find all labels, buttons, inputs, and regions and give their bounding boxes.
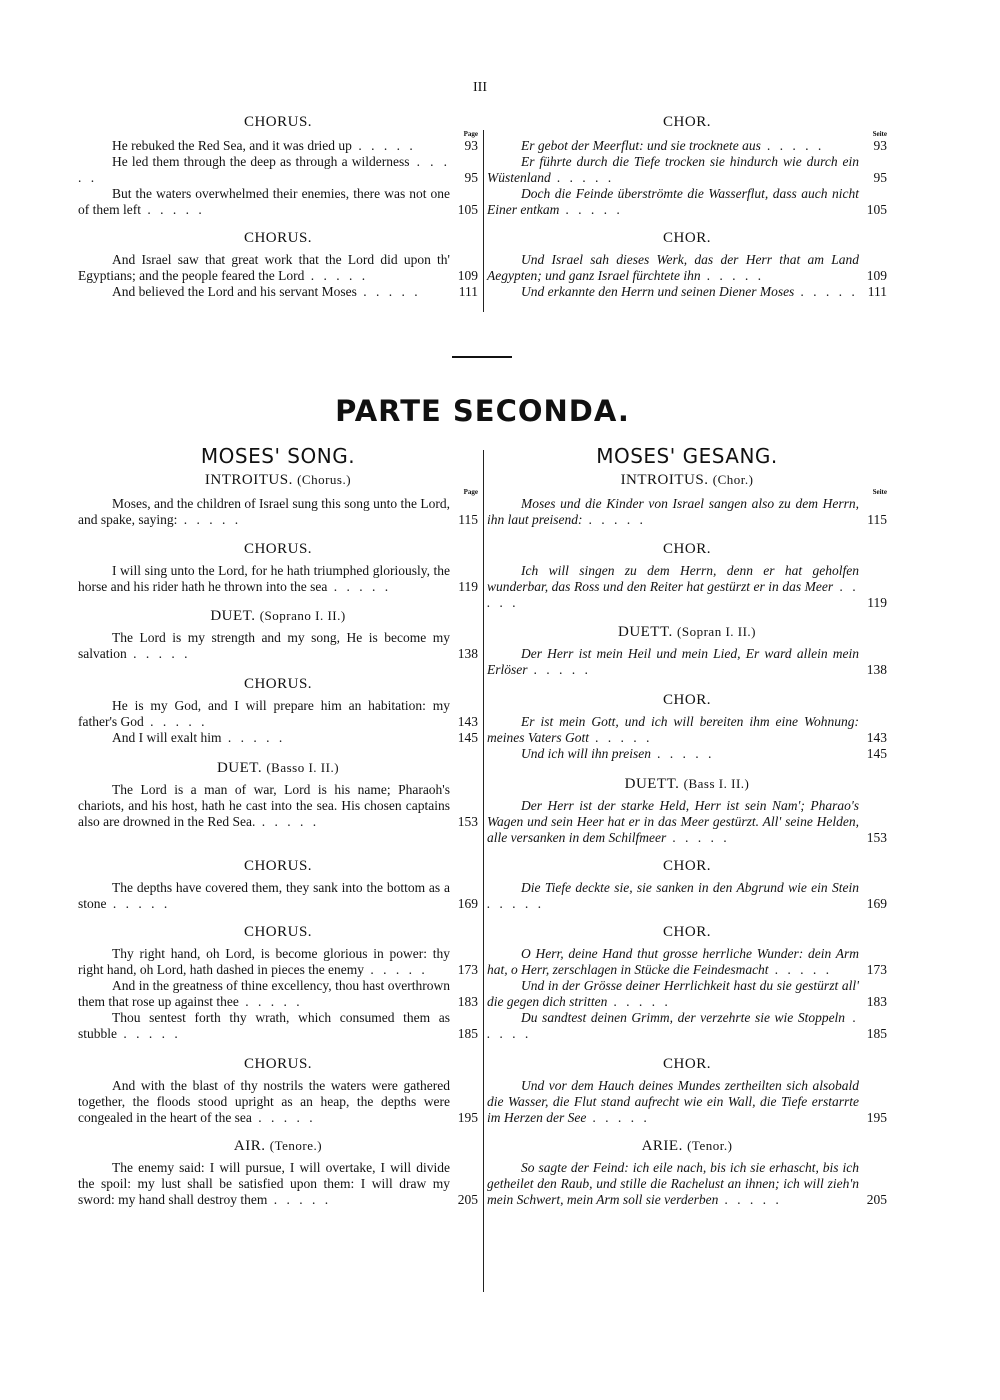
toc-entry (78, 1010, 478, 1042)
dot-leader: . . . . . (487, 579, 860, 610)
section-heading (78, 924, 478, 940)
entry-text (487, 978, 859, 1010)
toc-entry (78, 880, 478, 912)
section-heading-label: CHORUS. (243, 541, 313, 557)
toc-entry (78, 1078, 478, 1126)
entry-text (78, 978, 450, 1010)
toc-entry (78, 730, 478, 746)
entry-text (78, 1160, 450, 1208)
toc-entry (487, 1160, 887, 1208)
entry-text-content: The Lord is my strength and my song, He is become my salvation (78, 630, 450, 661)
section-heading (78, 608, 478, 624)
page-column-label: Page (463, 488, 478, 496)
entry-page-number: 185 (457, 1026, 478, 1041)
toc-section (78, 472, 478, 528)
dot-leader: . . . . . (304, 268, 369, 283)
page-number: III (473, 80, 487, 95)
dot-leader: . . . . . (177, 512, 242, 527)
dot-leader: . . . . . (143, 714, 208, 729)
section-heading (78, 760, 478, 776)
section-heading-label: CHORUS. (243, 924, 313, 940)
dot-leader: . . . . . (487, 896, 545, 911)
page-column-label: Seite (872, 488, 887, 496)
toc-entry (487, 798, 887, 846)
section-heading-label: CHORUS. (243, 114, 313, 130)
entry-text-content: Du sandtest deinen Grimm, der verzehrte sie wie Stoppeln (521, 1010, 846, 1025)
section-heading (487, 924, 887, 940)
entry-text-content: Der Herr ist der starke Held, Herr ist sein Nam'; Pharao's Wagen und sein Heer hat er in das Meer gestürzt. All' seine Helden, alle versanken in dem Schilfmeer (487, 798, 859, 845)
entry-page-number: 109 (457, 268, 478, 283)
entry-text-content: And believed the Lord and his servant Moses (112, 284, 357, 299)
toc-section (78, 924, 478, 1042)
toc-section (78, 760, 478, 830)
toc-section (78, 676, 478, 746)
section-heading (78, 858, 478, 874)
entry-page-number: 195 (457, 1110, 478, 1125)
dot-leader: . . . . . (718, 1192, 783, 1207)
entry-page-number: 183 (457, 994, 478, 1009)
toc-entry (78, 698, 478, 730)
toc-section (78, 541, 478, 595)
section-heading-label: INTROITUS. (204, 472, 293, 488)
entry-text-content: Und erkannte den Herrn und seinen Diener Moses (521, 284, 795, 299)
entry-text (78, 252, 450, 284)
entry-page-number: 105 (866, 202, 887, 217)
toc-entry (487, 714, 887, 746)
main-english-column (78, 444, 478, 1208)
section-heading (487, 1138, 887, 1154)
toc-entry (487, 946, 887, 978)
entry-page-number: 119 (458, 579, 478, 594)
toc-entry (487, 284, 887, 300)
page-column-label: Seite (872, 130, 887, 138)
section-heading-label: INTROITUS. (620, 472, 709, 488)
main-german-column (487, 444, 887, 1208)
entry-text (487, 496, 859, 528)
entry-text-content: I will sing unto the Lord, for he hath triumphed gloriously, the horse and his rider hath he thrown into the sea (78, 563, 450, 594)
toc-section (78, 1056, 478, 1126)
dot-leader: . . . . . (666, 830, 730, 845)
top-german-column (487, 114, 887, 300)
entry-text-content: Thy right hand, oh Lord, is become glorious in power: thy right hand, oh Lord, hath dashed in pieces the enemy (78, 946, 450, 977)
toc-entry (78, 284, 478, 300)
section-heading-label: CHORUS. (243, 676, 313, 692)
entry-page-number: 173 (457, 962, 478, 977)
section-heading (78, 472, 478, 488)
section-heading (78, 1056, 478, 1072)
section-heading-voices: (Tenore.) (269, 1138, 323, 1153)
toc-section (487, 858, 887, 912)
section-heading (78, 1138, 478, 1154)
section-heading (78, 114, 478, 130)
section-heading-label: CHOR. (663, 1056, 711, 1072)
toc-entry (78, 563, 478, 595)
dot-leader: . . . . . (255, 814, 320, 829)
dot-leader: . . . . . (78, 154, 451, 185)
entry-text-content: Er ist mein Gott, und ich will bereiten ihm eine Wohnung: meines Vaters Gott (487, 714, 859, 745)
entry-page-number: 93 (464, 138, 478, 153)
entry-text-content: But the waters overwhelmed their enemies, there was not one of them left (78, 186, 450, 217)
entry-text (487, 798, 859, 846)
dot-leader: . . . . . (238, 994, 303, 1009)
section-heading (78, 676, 478, 692)
entry-text-content: And Israel saw that great work that the Lord did upon th' Egyptians; and the people feared the Lord (78, 252, 450, 283)
entry-text-content: And with the blast of thy nostrils the waters were gathered together, the floods stood upright as an heap, the depths were congealed in the heart of the sea (78, 1078, 450, 1125)
section-heading (487, 624, 887, 640)
entry-text (487, 1078, 859, 1126)
page-column-label: Page (463, 130, 478, 138)
toc-section (487, 114, 887, 218)
dot-leader: . . . . . (550, 170, 615, 185)
toc-section (487, 1138, 887, 1208)
section-heading-label: DUET. (216, 760, 263, 776)
section-heading-voices: (Tenor.) (687, 1138, 733, 1153)
entry-page-number: 109 (866, 268, 887, 283)
entry-text-content: Thou sentest forth thy wrath, which consumed them as stubble (78, 1010, 450, 1041)
toc-entry (78, 138, 478, 154)
entry-text (78, 154, 450, 186)
entry-page-number: 153 (866, 830, 887, 845)
entry-text (487, 646, 859, 678)
toc-entry (487, 978, 887, 1010)
entry-page-number: 93 (873, 138, 887, 153)
entry-text (78, 946, 450, 978)
song-title-de: MOSES' GESANG. (596, 444, 778, 468)
dot-leader: . . . . . (267, 1192, 332, 1207)
section-heading (487, 776, 887, 792)
entry-page-number: 138 (457, 646, 478, 661)
dot-leader: . . . . . (651, 746, 715, 761)
entry-page-number: 205 (457, 1192, 478, 1207)
entry-text (487, 154, 859, 186)
dot-leader: . . . . . (559, 202, 624, 217)
toc-entry (487, 252, 887, 284)
section-heading-voices: (Soprano I. II.) (259, 608, 346, 623)
toc-entry (78, 946, 478, 978)
toc-section (487, 1056, 887, 1126)
toc-entry (487, 186, 887, 218)
section-heading-voices: (Bass I. II.) (683, 776, 750, 791)
toc-entry (487, 646, 887, 678)
entry-text (487, 138, 859, 154)
entry-text-content: He rebuked the Red Sea, and it was dried up (112, 138, 352, 153)
section-heading (487, 541, 887, 557)
entry-page-number: 115 (867, 512, 887, 527)
entry-text (78, 563, 450, 595)
toc-entry (487, 496, 887, 528)
dot-leader: . . . . . (582, 512, 647, 527)
section-heading-label: CHOR. (663, 230, 711, 246)
entry-text-content: And I will exalt him (112, 730, 222, 745)
toc-entry (78, 978, 478, 1010)
toc-entry (78, 496, 478, 528)
entry-text-content: Ich will singen zu dem Herrn, denn er hat geholfen wunderbar, das Ross und den Reiter hat gestürzt er in das Meer (487, 563, 859, 594)
entry-page-number: 205 (866, 1192, 887, 1207)
entry-page-number: 173 (866, 962, 887, 977)
entry-page-number: 111 (458, 284, 478, 299)
entry-text (487, 284, 859, 300)
section-heading-label: CHORUS. (243, 858, 313, 874)
dot-leader: . . . . . (327, 579, 392, 594)
dot-leader: . . . . . (760, 138, 825, 153)
toc-entry (487, 746, 887, 762)
dot-leader: . . . . . (351, 138, 416, 153)
toc-section (487, 776, 887, 846)
section-heading-label: ARIE. (641, 1138, 683, 1154)
dot-leader: . . . . . (768, 962, 833, 977)
section-heading-label: CHOR. (663, 114, 711, 130)
entry-text (78, 1010, 450, 1042)
entry-text (487, 746, 859, 762)
entry-text (78, 186, 450, 218)
toc-entry (78, 154, 478, 186)
toc-section (78, 608, 478, 662)
section-heading-voices: (Chor.) (712, 472, 754, 487)
dot-leader: . . . . . (607, 994, 672, 1009)
entry-page-number: 153 (457, 814, 478, 829)
dot-leader: . . . . . (586, 1110, 651, 1125)
dot-leader: . . . . . (221, 730, 286, 745)
entry-page-number: 169 (866, 896, 887, 911)
entry-text-content: Der Herr ist mein Heil und mein Lied, Er ward allein mein Erlöser (487, 646, 859, 677)
entry-page-number: 119 (867, 595, 887, 610)
entry-text-content: Die Tiefe deckte sie, sie sanken in den Abgrund wie ein Stein (521, 880, 859, 895)
toc-entry (487, 1078, 887, 1126)
section-heading-voices: (Basso I. II.) (266, 760, 340, 775)
toc-section (487, 624, 887, 678)
toc-section (487, 230, 887, 300)
section-heading-label: CHOR. (663, 692, 711, 708)
entry-page-number: 95 (464, 170, 478, 185)
entry-page-number: 111 (867, 284, 887, 299)
toc-section (487, 924, 887, 1042)
toc-entry (78, 630, 478, 662)
entry-page-number: 145 (457, 730, 478, 745)
entry-text (487, 1160, 859, 1208)
section-heading-label: DUET. (210, 608, 256, 624)
toc-entry (487, 880, 887, 912)
dot-leader: . . . . . (140, 202, 205, 217)
entry-page-number: 185 (866, 1026, 887, 1041)
toc-section (78, 858, 478, 912)
entry-text-content: The Lord is a man of war, Lord is his name; Pharaoh's chariots, and his host, hath he cast into the sea. His chosen captains also are drowned in the Red Sea. (78, 782, 450, 829)
section-heading-label: CHOR. (663, 541, 711, 557)
section-heading-label: CHORUS. (243, 230, 313, 246)
toc-entry (487, 154, 887, 186)
dot-leader: . . . . . (106, 896, 171, 911)
entry-text-content: Doch die Feinde überströmte die Wasserflut, dass auch nicht Einer entkam (487, 186, 859, 217)
entry-text-content: Er gebot der Meerflut: und sie trocknete aus (521, 138, 761, 153)
entry-page-number: 145 (866, 746, 887, 761)
entry-page-number: 143 (866, 730, 887, 745)
section-heading-label: DUETT. (617, 624, 673, 640)
entry-text (487, 563, 859, 611)
dot-leader: . . . . . (487, 1010, 859, 1041)
entry-page-number: 105 (457, 202, 478, 217)
entry-page-number: 115 (458, 512, 478, 527)
dot-leader: . . . . . (356, 284, 421, 299)
toc-entry (487, 138, 887, 154)
entry-text-content: He is my God, and I will prepare him an habitation: my father's God (78, 698, 450, 729)
entry-text-content: And in the greatness of thine excellency, thou hast overthrown them that rose up against thee (78, 978, 450, 1009)
entry-page-number: 195 (866, 1110, 887, 1125)
toc-entry (78, 782, 478, 830)
toc-entry (78, 252, 478, 284)
toc-entry (487, 563, 887, 611)
toc-section (78, 1138, 478, 1208)
toc-entry (78, 186, 478, 218)
top-english-column (78, 114, 478, 300)
section-heading (487, 692, 887, 708)
entry-text-content: O Herr, deine Hand thut grosse herrliche Wunder: dein Arm hat, o Herr, zerschlagen in Stücke die Feindesmacht (487, 946, 859, 977)
entry-text-content: Moses, and the children of Israel sung this song unto the Lord, and spake, saying: (78, 496, 450, 527)
dot-leader: . . . . . (364, 962, 428, 977)
entry-page-number: 138 (866, 662, 887, 677)
entry-text-content: So sagte der Feind: ich eile nach, bis ich sie erhascht, bis ich getheilet den Raub, und stille die Rachelust an ihnen; ich will zieh'n mein Schwert, mein Arm soll sie verderben (487, 1160, 859, 1207)
entry-text (78, 782, 450, 830)
section-heading-voices: (Chorus.) (297, 472, 352, 487)
entry-text (78, 138, 450, 154)
entry-text (78, 630, 450, 662)
toc-section (487, 692, 887, 762)
entry-text (487, 880, 859, 912)
entry-text (78, 496, 450, 528)
section-heading-label: CHOR. (663, 924, 711, 940)
entry-text-content: Er führte durch die Tiefe trocken sie hindurch wie durch ein Wüstenland (487, 154, 859, 185)
entry-text (487, 1010, 859, 1042)
section-heading (487, 858, 887, 874)
section-heading (78, 230, 478, 246)
top-column-divider (483, 130, 484, 312)
main-column-divider (483, 450, 484, 1292)
part-title: PARTE SECONDA. (335, 394, 630, 428)
entry-text (487, 186, 859, 218)
dot-leader: . . . . . (117, 1026, 181, 1041)
toc-section (78, 114, 478, 218)
dot-leader: . . . . . (794, 284, 859, 299)
entry-text-content: Und vor dem Hauch deines Mundes zertheilten sich alsobald die Wasser, die Flut stand aufrecht wie ein Wall, die Tiefe erstarrte im Herzen der See (487, 1078, 859, 1125)
entry-text-content: Und in der Grösse deiner Herrlichkeit hast du sie gestürzt all' die gegen dich stritten (487, 978, 859, 1009)
toc-section (487, 541, 887, 611)
section-heading (78, 541, 478, 557)
entry-page-number: 95 (873, 170, 887, 185)
dot-leader: . . . . . (527, 662, 592, 677)
section-heading (487, 114, 887, 130)
dot-leader: . . . . . (251, 1110, 316, 1125)
entry-text-content: Und Israel sah dieses Werk, das der Herr that am Land Aegypten; und ganz Israel fürchtete ihn (487, 252, 859, 283)
entry-text-content: The enemy said: I will pursue, I will overtake, I will divide the spoil: my lust shall be satisfied upon them: I will draw my sword: my hand shall destroy them (78, 1160, 450, 1207)
toc-section (78, 230, 478, 300)
song-title-en: MOSES' SONG. (200, 444, 356, 468)
dot-leader: . . . . . (126, 646, 191, 661)
entry-text-content: Und ich will ihn preisen (521, 746, 651, 761)
section-heading-label: DUETT. (624, 776, 680, 792)
section-heading (487, 1056, 887, 1072)
section-heading-label: AIR. (233, 1138, 266, 1154)
toc-section (487, 472, 887, 528)
dot-leader: . . . . . (700, 268, 765, 283)
section-rule (452, 356, 512, 358)
toc-entry (487, 1010, 887, 1042)
entry-text-content: The depths have covered them, they sank into the bottom as a stone (78, 880, 450, 911)
entry-text (78, 284, 450, 300)
entry-text (78, 698, 450, 730)
entry-text (78, 880, 450, 912)
section-heading-label: CHOR. (663, 858, 711, 874)
entry-text-content: He led them through the deep as through a wilderness (112, 154, 410, 169)
section-heading-voices: (Sopran I. II.) (677, 624, 757, 639)
entry-page-number: 169 (457, 896, 478, 911)
section-heading-label: CHORUS. (243, 1056, 313, 1072)
entry-text (487, 946, 859, 978)
entry-text (78, 730, 450, 746)
entry-text (487, 714, 859, 746)
entry-page-number: 183 (866, 994, 887, 1009)
entry-page-number: 143 (457, 714, 478, 729)
entry-text (487, 252, 859, 284)
dot-leader: . . . . . (589, 730, 653, 745)
section-heading (487, 472, 887, 488)
entry-text (78, 1078, 450, 1126)
toc-entry (78, 1160, 478, 1208)
section-heading (487, 230, 887, 246)
entry-text-content: Moses und die Kinder von Israel sangen also zu dem Herrn, ihn laut preisend: (487, 496, 859, 527)
